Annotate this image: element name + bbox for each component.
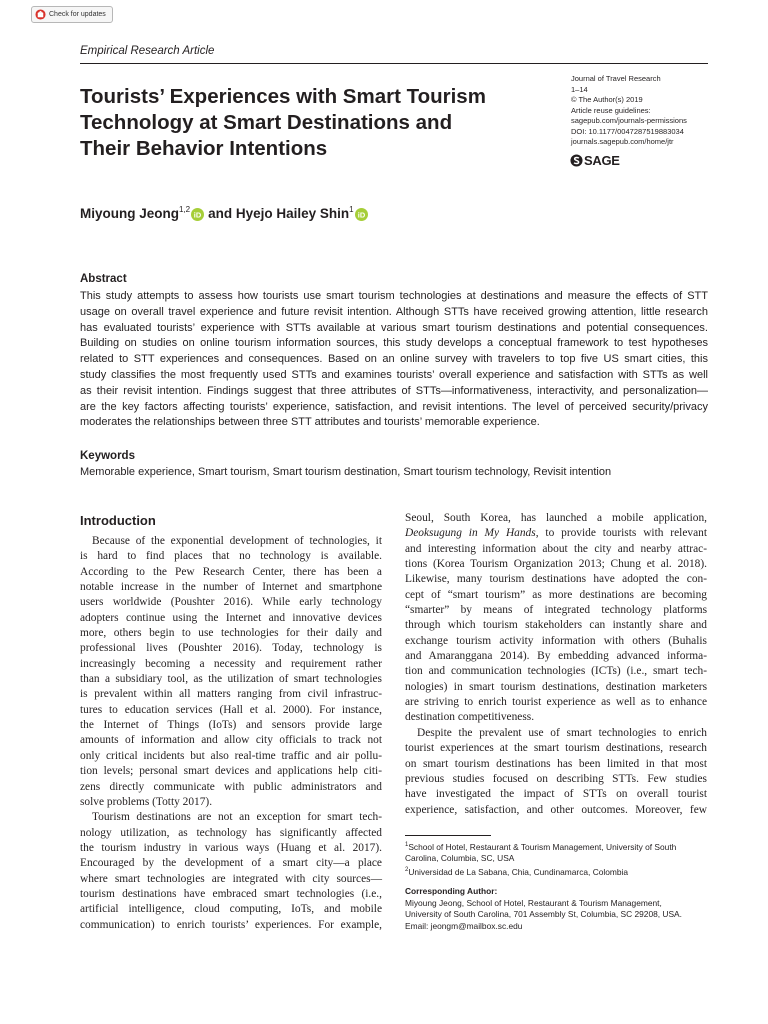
footnote-marker: 1 [405, 842, 409, 848]
check-updates-icon [35, 9, 46, 20]
corresponding-line: Miyoung Jeong, School of Hotel, Restaurant & Tourism Management, [405, 897, 662, 908]
footnote-line [405, 840, 676, 853]
author-list [80, 206, 372, 221]
corresponding-author [405, 886, 682, 932]
reuse-guidelines-label: Article reuse guidelines: [571, 105, 651, 115]
journal-home-link[interactable]: journals.sagepub.com/home/jtr [571, 137, 674, 146]
body-line: and interesting information about the city and nearby attrac- [405, 542, 707, 555]
body-line: previous studies focused on describing STTs. Few studies [405, 772, 707, 785]
body-line: users worldwide (Poushter 2016). While early technology [80, 596, 382, 609]
doi-link[interactable]: DOI: 10.1177/0047287519883034 [571, 126, 684, 136]
body-line: is hard to find places that no technology is available. [80, 550, 382, 563]
abstract-line: This study attempts to assess how tourists use smart tourism technologies at destinations and measure the effects of STT [80, 290, 708, 302]
abstract-line: as their revisit intention. Findings suggest that three attributes of STTs—informativeness, interactivity, and personalization— [80, 384, 708, 397]
body-line: artificial intelligence, cloud computing, IoTs, and mobile [80, 903, 382, 916]
abstract-heading: Abstract [80, 273, 127, 285]
abstract-body [80, 289, 708, 431]
svg-text:iD: iD [357, 210, 365, 220]
corresponding-email[interactable]: Email: jeongm@mailbox.sc.edu [405, 920, 523, 931]
footnote-line: Carolina, Columbia, SC, USA [405, 853, 515, 864]
keywords-heading: Keywords [80, 450, 135, 462]
body-line: exchange tourism activity information with others (Buhalis [405, 634, 707, 647]
body-line: Seoul, South Korea, has launched a mobile application, [405, 512, 707, 524]
affiliation-marker: 1,2 [179, 205, 191, 214]
sage-logo [570, 153, 620, 168]
article-type-label: Empirical Research Article [80, 45, 215, 57]
body-line: and Amaranggana 2014). By embedding advanced informa- [405, 650, 707, 663]
author-name: and Hyejo Hailey Shin [208, 206, 350, 221]
title-line: Their Behavior Intentions [80, 137, 328, 160]
body-line: are striving to enrich tourist experience as well as to enhance [405, 696, 707, 709]
header-divider [80, 63, 708, 64]
sage-s-icon [570, 154, 583, 167]
body-line: Tourism destinations are not an exception for smart tech- [92, 811, 382, 824]
body-line: nologies) in smart tourism destinations, destination marketers [405, 680, 707, 693]
title-line: Tourists’ Experiences with Smart Tourism [80, 85, 486, 108]
svg-text:iD: iD [193, 210, 202, 220]
body-line: adopters continue using the Internet and innovative devices [80, 611, 382, 624]
footnote-line [405, 865, 676, 878]
corresponding-heading: Corresponding Author: [405, 886, 498, 896]
body-line: tourism destinations have embraced smart technologies (i.e., [80, 887, 382, 900]
title-line: Technology at Smart Destinations and [80, 111, 453, 134]
affiliation-footnotes [405, 840, 676, 878]
page-range: 1–14 [571, 84, 588, 94]
check-updates-label: Check for updates [49, 11, 106, 18]
app-name: Deoksugung in My Hands [405, 527, 536, 540]
journal-name: Journal of Travel Research [571, 74, 661, 83]
body-line: “smarter” by means of integrated technology platforms [405, 604, 707, 617]
body-line: cept of “smart tourism” as more destinations are becoming [405, 588, 707, 601]
corresponding-line: University of South Carolina, 701 Assembly St, Columbia, SC 29208, USA. [405, 909, 682, 919]
footnote-marker: 2 [405, 866, 409, 873]
footnote-text: School of Hotel, Restaurant & Tourism Management, University of South [408, 841, 677, 852]
author-name: Miyoung Jeong [80, 206, 179, 221]
body-line: Likewise, many tourism destinations have adopted the con- [405, 573, 707, 586]
body-line: Because of the exponential development of technologies, it [92, 535, 382, 547]
abstract-line: study classifies the most frequently used STTs and examines tourists’ overall experience and satisfaction with STTs as well [80, 368, 708, 381]
abstract-line: moderates the relationships between three STT attributes and tourists’ memorable experience. [80, 416, 540, 429]
body-column-right [405, 511, 707, 818]
introduction-heading: Introduction [80, 513, 156, 528]
abstract-line: related to STT experiences and consequences. Based on an online survey with travelers to top five US smart cities, this [80, 353, 708, 366]
body-line: amounts of information and allow city officials to track not [80, 734, 382, 747]
abstract-line: usage on overall travel experience and future revisit intention. Although STTs have received growing attention, little research [80, 305, 708, 318]
orcid-icon[interactable] [191, 208, 204, 221]
body-line: increasingly becoming a necessity and requirement rather [80, 657, 382, 670]
footnote-text: Universidad de La Sabana, Chia, Cundinamarca, Colombia [408, 866, 629, 877]
body-line: solve problems (Totty 2017). [80, 795, 213, 808]
body-line: zens directly communicate with public administrators and [80, 780, 382, 793]
body-line: tion and communication technologies (ICTs) (i.e., smart tech- [405, 665, 707, 678]
body-line: Despite the prevalent use of smart technologies to enrich [417, 726, 707, 739]
permissions-link[interactable]: sagepub.com/journals-permissions [571, 116, 687, 125]
body-line: destination competitiveness. [405, 711, 535, 724]
body-column-left [80, 534, 382, 933]
body-line: tion levels; personal smart devices and applications help citi- [80, 765, 382, 778]
body-line: have investigated the impact of STTs on overall tourist [405, 788, 707, 801]
abstract-line: has evaluated tourists’ experience with STTs available at various smart tourism destinations and potential consequences. [80, 321, 708, 334]
body-line: than a subsidiary tool, as the utilization of smart technologies [80, 673, 382, 686]
body-line [405, 526, 707, 541]
copyright: © The Author(s) 2019 [571, 95, 643, 104]
article-title [80, 84, 550, 162]
body-line: tourist experiences at the smart tourism destinations, research [405, 742, 707, 755]
body-line: is prevalent within all matters ranging from civil infrastruc- [80, 688, 382, 701]
journal-metadata [571, 74, 687, 148]
body-line: the Internet of Things (IoTs) and sensors provide large [80, 719, 382, 732]
body-line: on smart tourism destinations has been limited in that most [405, 757, 707, 770]
abstract-line: are the key factors affecting tourists’ experience, satisfaction, and revisit intentions. The level of perceived security/privacy [80, 400, 708, 413]
body-line: more, others begin to use technologies for their daily and [80, 627, 382, 640]
body-line: where smart technologies are integrated with city sources— [80, 872, 382, 885]
affiliation-marker: 1 [349, 205, 354, 214]
check-for-updates-button[interactable] [31, 6, 113, 23]
body-line: tions (Korea Tourism Organization 2013; Chung et al. 2018). [405, 558, 707, 571]
orcid-icon[interactable] [355, 208, 368, 221]
body-line: notable increase in the number of Internet and smartphone [80, 581, 382, 594]
body-line-tail: , to provide tourists with relevant [535, 527, 707, 540]
publisher-name: SAGE [584, 153, 620, 168]
body-line: experience, satisfaction, and other outcomes. Moreover, few [405, 803, 707, 816]
keywords-text: Memorable experience, Smart tourism, Smart tourism destination, Smart tourism technology, Revisit intention [80, 466, 612, 478]
body-line: communication) to enrich tourists’ experiences. For example, [80, 918, 382, 931]
body-line: tures to education services (Hall et al. 2000). For instance, [80, 703, 382, 716]
body-line: Encouraged by the development of a smart city—a place [80, 857, 382, 870]
body-line: nology utilization, as technology has significantly affected [80, 826, 382, 839]
abstract-line: Building on studies on online tourism information sources, this study develops a conceptual framework to test hypotheses [80, 337, 708, 350]
body-line: According to the Pew Research Center, there has been a [80, 565, 382, 578]
body-line: only critical incidents but also real-time traffic and air pollu- [80, 749, 382, 762]
body-line: professional lives (Poushter 2016). Today, technology is [80, 642, 382, 655]
body-line: through which tourism stakeholders can instantly share and [405, 619, 707, 632]
body-line: the tourism industry in various ways (Huang et al. 2017). [80, 841, 382, 854]
footnote-divider [405, 835, 491, 836]
